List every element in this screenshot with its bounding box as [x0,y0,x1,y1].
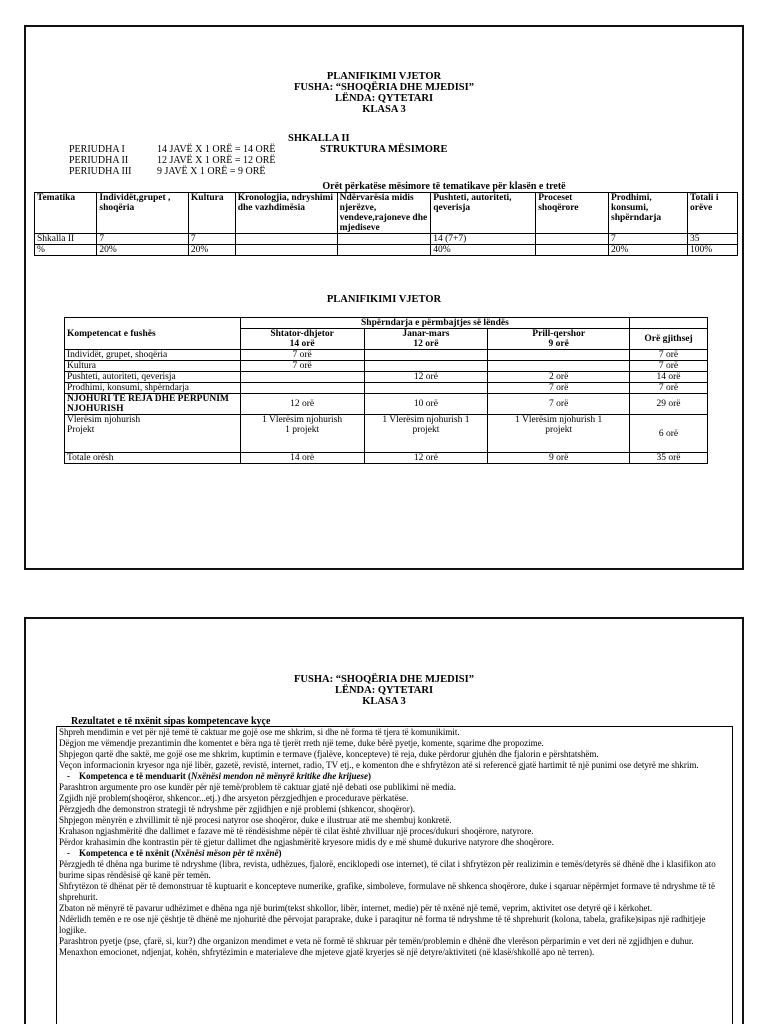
period-name: PERIUDHA III [69,166,132,177]
table-cell: 35 [688,234,738,245]
cell-line: projekt [412,425,440,435]
table-cell: 14 orë [240,453,364,464]
th-totali: Totali i orëve [688,193,738,234]
table-cell [536,245,609,256]
th-group: Shpërndarja e përmbajtjes së lëndës [240,318,629,329]
period-hours: 9 orë [548,339,569,349]
list-item: Përzgjedh të dhëna nga burime të ndryshme (libra, revista, udhëzues, fjalorë, enciklopedi ose internet), të cilat i shfrytëzon për realizimin e temës/detyrës së dhënë dhe i klasifikon ato burime sipas rëndësisë që kanë për temën. [59,859,716,880]
th-tematika: Tematika [35,193,97,234]
doc-title: PLANIFIKIMI VJETOR [326,71,442,82]
th-period-1 [240,329,364,350]
th-nderv: Ndërvarësia midis njerëzve, vendeve,rajoneve dhe mjediseve [337,193,431,234]
list-item: Përzgjedh dhe demonstron strategji të ndryshme për zgjidhjen e një problemi (shkencor, shoqëror). [59,804,416,814]
list-item: Parashtron argumente pro ose kundër për një temë/problem të caktuar gjatë një debati ose publikimi në media. [59,782,456,792]
list-item: Shfrytëzon të dhënat për të demonstruar të kuptuarit e koncepteve numerike, grafike, simboleve, formulave në shkenca shoqërore, duke i sqaruar nëpërmjet formave të ndryshme të të shprehurit. [59,881,716,902]
table-cell: 14 orë [630,372,708,383]
table-cell [364,361,488,372]
th-kompetencat: Kompetencat e fushës [65,318,241,350]
table-cell: 7 orë [630,383,708,394]
table-cell: 7 orë [488,383,630,394]
list-item: Dëgjon me vëmendje prezantimin dhe komentet e bëra nga të tjerët rreth një teme, duke bërë pyetje, komente, sqarime dhe propozime. [59,738,544,748]
page1-titles [26,71,742,115]
table-cell: 100% [688,245,738,256]
list-item: Shpreh mendimin e vet për një temë të caktuar me gojë ose me shkrim, si dhe në forma të tjera të komunikimit. [59,727,460,737]
document-page-1 [24,25,744,570]
table-cell [488,415,630,453]
subject-title: LËNDA: QYTETARI [334,93,434,104]
table-cell [337,245,431,256]
plan-title: PLANIFIKIMI VJETOR [326,294,442,305]
table-cell [488,350,630,361]
list-item: Zbaton në mënyrë të pavarur udhëzimet e dhëna nga një burim(tekst shkollor, libër, internet, medie) për të nxënë një temë, veprim, aktivitet ose detyrë që i kërkohet. [59,903,653,913]
table-cell: 10 orë [364,394,488,415]
table-cell [488,361,630,372]
period-name: PERIUDHA I [69,144,125,155]
period-hours: 12 orë [413,339,439,349]
document-page-2 [24,617,744,1024]
heading-close: ) [367,771,371,781]
period-value: 9 JAVË X 1 ORË = 9 ORË [157,166,266,177]
list-item: Shpjegon qartë dhe saktë, me gojë ose me shkrim, kuptimin e termave (fjalëve, koncepteve) të reja, duke përdorur gjuhën dhe fjalorin e përshtatshëm. [59,749,599,759]
table-cell: 12 orë [364,453,488,464]
field-title: FUSHA: “SHOQËRIA DHE MJEDISI” [294,674,474,685]
table-cell: 40% [431,245,536,256]
table-cell: 7 [188,234,235,245]
list-item: Menaxhon emocionet, ndjenjat, kohën, shfrytëzimin e materialeve dhe mjeteve gjatë kryerjes së një detyre/aktiviteti (në klasë/shkollë apo në terren). [59,947,595,957]
period-hours: 14 orë [289,339,315,349]
table-cell: 2 orë [488,372,630,383]
table-cell [240,372,364,383]
heading-text: Kompetenca e të menduarit ( [79,771,191,781]
table-cell [364,350,488,361]
table-cell: 9 orë [488,453,630,464]
th-pushteti: Pushteti, autoriteti, qeverisja [431,193,536,234]
th-proceset: Proceset shoqërore [536,193,609,234]
table-cell: Shkalla II [35,234,97,245]
list-item: Parashtron pyetje (pse, çfarë, si, kur?) dhe organizon mendimet e veta në formë të shkruar për temën/problemin e dhënë dhe vlerëson përparimin e vet deri në zgjidhjen e duhur. [59,936,694,946]
competence-heading-learning: - Kompetenca e të nxënit (Nxënësi mëson për të nxënë) [67,848,282,858]
table-row [65,453,708,464]
table-cell: 20% [188,245,235,256]
subject-title: LËNDA: QYTETARI [334,685,434,696]
table-cell: 20% [609,245,688,256]
class-title: KLASA 3 [362,696,406,707]
th-period-3 [488,329,630,350]
heading-close: ) [278,848,282,858]
table-cell: Kultura [65,361,241,372]
table-cell: 7 orë [630,350,708,361]
period-value: 14 JAVË X 1 ORË = 14 ORË [157,144,276,155]
table-cell: 7 orë [240,361,364,372]
period-name: Shtator-dhjetor [270,329,334,339]
table-cell: Pushteti, autoriteti, qeverisja [65,372,241,383]
table-cell: 12 orë [240,394,364,415]
hours-caption: Orët përkatëse mësimore të tematikave për klasën e tretë [322,181,566,192]
th-period-2 [364,329,488,350]
period-row [69,155,276,166]
cell-line: 1 projekt [285,425,320,435]
project-label: Projekt [67,425,95,435]
period-value: 12 JAVË X 1 ORË = 12 ORË [157,155,276,166]
table-cell: Totale orësh [65,453,241,464]
table-cell: 35 orë [630,453,708,464]
table-cell: 14 (7+7) [431,234,536,245]
table-header-row [65,318,708,329]
table-row [65,415,708,453]
list-item: Ndërlidh temën e re ose një çështje të dhënë me njohuritë dhe përvojat paraprake, duke i paraqitur në forma të ndryshme të të shprehurit (kolona, tabela, grafike)sipas një radhitjeje logjike. [59,914,706,935]
list-item: Shpjegon mënyrën e zhvillimit të një procesi natyror ose shoqëror, duke e ilustruar atë me shembuj konkretë. [59,815,452,825]
table-cell: 7 orë [488,394,630,415]
competence-heading-thinking: - Kompetenca e të menduarit (Nxënësi mendon në mënyrë kritike dhe krijuese) [67,771,371,781]
th-total: Orë gjithsej [630,329,708,350]
field-title: FUSHA: “SHOQËRIA DHE MJEDISI” [294,82,474,93]
table-cell: % [35,245,97,256]
distribution-table [64,317,708,464]
table-cell: 7 orë [630,361,708,372]
table-row [65,394,708,415]
table-cell [240,383,364,394]
table-cell [65,415,241,453]
table-cell: 12 orë [364,372,488,383]
shkalla-label: SHKALLA II [288,133,350,144]
table-cell [235,245,337,256]
list-item: Zgjidh një problem(shoqëror, shkencor...etj.) dhe arsyeton përzgjedhjen e procedurave përkatëse. [59,793,409,803]
table-cell [235,234,337,245]
th-prodhimi: Prodhimi, konsumi, shpërndarja [609,193,688,234]
th-individet: Individët,grupet , shoqëria [97,193,189,234]
class-title: KLASA 3 [362,104,406,115]
periods-list [69,144,276,177]
list-item: Krahason ngjashmëritë dhe dallimet e fazave më të rëndësishme nëpër të cilat është zhvilluar një proces/dukuri shoqërore, natyrore. [59,826,534,836]
table-cell: Individët, grupet, shoqëria [65,350,241,361]
table-cell: 20% [97,245,189,256]
table-cell: 6 orë [630,415,708,453]
table-row [35,234,738,245]
heading-italic: Nxënësi mendon në mënyrë kritike dhe krijuese [190,771,368,781]
table-cell: NJOHURI TË REJA DHE PËRPUNIM NJOHURISH [65,394,241,415]
cell-line: 1 Vlerësim njohurish 1 [515,415,603,425]
table-cell [364,415,488,453]
table-row [35,245,738,256]
struktura-label: STRUKTURA MËSIMORE [320,144,448,155]
cell-line: 1 Vlerësim njohurish [262,415,343,425]
table-cell: 7 orë [240,350,364,361]
table-cell [240,415,364,453]
table-cell [536,234,609,245]
table-cell [337,234,431,245]
heading-text: Kompetenca e të nxënit ( [79,848,175,858]
table-cell [364,383,488,394]
cell-line: projekt [545,425,573,435]
period-row [69,166,276,177]
table-row [65,350,708,361]
table-cell: 29 orë [630,394,708,415]
period-name: Prill-qershor [532,329,586,339]
results-title: Rezultatet e të nxënit sipas kompetencave kyçe [71,716,271,727]
cell-line: 1 Vlerësim njohurish 1 [382,415,470,425]
list-item: Përdor krahasimin dhe kontrastin për të gjetur dallimet dhe ngjashmëritë kryesore midis dy e më shumë dukurive natyrore dhe shoqërore. [59,837,554,847]
th-kronologjia: Kronologjia, ndryshimi dhe vazhdimësia [235,193,337,234]
page2-titles [26,674,742,707]
period-row [69,144,276,155]
table-header-row [35,193,738,234]
results-box [56,726,733,1024]
table-row [65,383,708,394]
table-cell: 7 [97,234,189,245]
table-row [65,372,708,383]
list-item: Veçon informacionin kryesor nga një libër, gazetë, revistë, internet, radio, TV etj., e komenton dhe e shfrytëzon atë si referencë gjatë hartimit të një punimi ose detyrë me shkrim. [59,760,699,770]
period-name: Janar-mars [402,329,450,339]
th-kultura: Kultura [188,193,235,234]
heading-italic: Nxënësi mëson për të nxënë [174,848,279,858]
table-row [65,361,708,372]
table-cell: 7 [609,234,688,245]
hours-table [34,192,738,256]
assessment-label: Vlerësim njohurish [67,415,141,425]
table-cell: Prodhimi, konsumi, shpërndarja [65,383,241,394]
th-empty [630,318,708,329]
period-name: PERIUDHA II [69,155,129,166]
